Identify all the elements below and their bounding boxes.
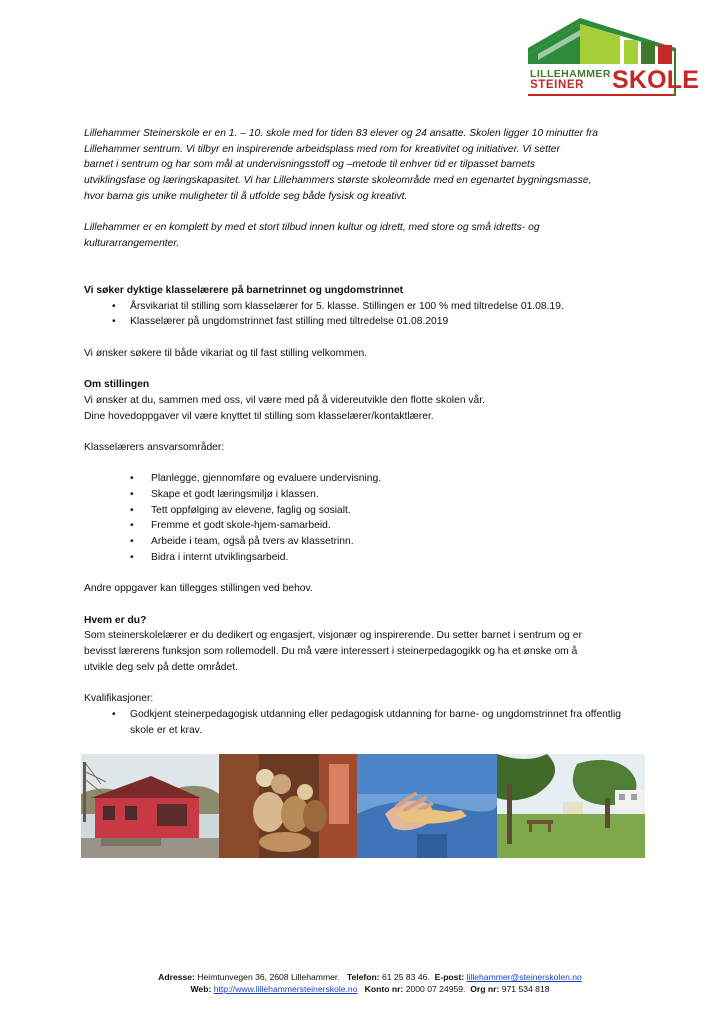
list-item: • Skape et godt læringsmiljø i klassen.	[130, 487, 640, 503]
position-heading: Om stillingen	[84, 379, 150, 391]
list-item: • Arbeide i team, også på tvers av klassetrinn.	[130, 534, 640, 550]
text-line: bevisst lærerens funksjon som rollemodell. Du må være interessert i steinerpedagogikk og ha et ønske om å	[84, 646, 578, 658]
website-link[interactable]: http://www.lillehammersteinerskole.no	[213, 984, 358, 994]
list-item: • Planlegge, gjennomføre og evaluere undervisning.	[130, 471, 640, 487]
footer-line-1	[80, 971, 660, 983]
qualifications-list	[84, 707, 640, 738]
list-item: • Bidra i internt utviklingsarbeid.	[130, 550, 640, 566]
school-building-photo	[81, 754, 219, 858]
photo-strip	[81, 754, 645, 858]
responsibilities-list	[84, 471, 640, 565]
text-line: Som steinerskolelærer er du dedikert og engasjert, visjonær og inspirerende. Du setter barnet i sentrum og er	[84, 630, 582, 642]
document-body	[84, 126, 640, 738]
email-link[interactable]: lillehammer@steinerskolen.no	[466, 972, 582, 982]
text-line: Lillehammer Steinerskole er en 1. – 10. skole med for tiden 83 elever og 24 ansatte. Skolen ligger 10 minutter fra	[84, 128, 598, 139]
phone-value: 61 25 83 46.	[379, 972, 430, 982]
account-label: Konto nr:	[364, 984, 404, 994]
qualifications-label: Kvalifikasjoner:	[84, 693, 154, 705]
wooden-toys-photo	[219, 754, 357, 858]
position-text-1: Vi ønsker at du, sammen med oss, vil være med på å videreutvikle den flotte skolen vår.	[84, 394, 486, 406]
text-line: utviklingsfase og læringskapasitet. Vi har Lillehammers største skoleområde med en egenartet bygningsmasse,	[84, 175, 592, 187]
address-label: Adresse:	[158, 972, 195, 982]
address-value: Heimtunvegen 36, 2608 Lillehammer.	[194, 972, 340, 982]
phone-label: Telefon:	[346, 972, 380, 982]
list-item: • Fremme et godt skole-hjem-samarbeid.	[130, 518, 640, 534]
text-line: Lillehammer sentrum. Vi tilbyr en inspirerende arbeidsplass med rom for kreativitet og initiativer. Vi setter	[84, 143, 560, 155]
text-line: hvor barna gis unike muligheter til å utfolde seg både fysisk og kreativt.	[84, 190, 408, 202]
logo-text-steiner: STEINER	[530, 79, 585, 91]
position-list	[84, 299, 640, 330]
text-line: barnet i sentrum og har som mål at undervisningsstoff og –metode til enhver tid er tilpasset barnets	[84, 159, 536, 171]
list-item: • Godkjent steinerpedagogisk utdanning eller pedagogisk utdanning for barne- og ungdomstrinnet fra offentlig skole er et krav.	[112, 707, 640, 738]
account-value: 2000 07 24959.	[403, 984, 466, 994]
list-item: • Årsvikariat til stilling som klasselærer for 5. klasse. Stillingen er 100 % med tiltredelse 01.08.19.	[112, 299, 640, 315]
footer-line-2	[80, 983, 660, 995]
list-item: • Tett oppfølging av elevene, faglig og sosialt.	[130, 503, 640, 519]
other-tasks-text: Andre oppgaver kan tillegges stillingen ved behov.	[84, 583, 313, 595]
search-heading: Vi søker dyktige klasselærere på barnetrinnet og ungdomstrinnet	[84, 284, 404, 296]
footer	[80, 971, 660, 995]
org-value: 971 534 818	[499, 984, 550, 994]
responsibilities-label: Klasselærers ansvarsområder:	[84, 441, 225, 453]
email-label: E-post:	[434, 972, 465, 982]
city-paragraph	[84, 220, 640, 251]
web-label: Web:	[190, 984, 212, 994]
position-text-2: Dine hovedoppgaver vil være knyttet til stilling som klasselærer/kontaktlærer.	[84, 410, 434, 422]
text-line: utvikle deg selv på dette området.	[84, 661, 238, 673]
who-heading: Hvem er du?	[84, 614, 147, 626]
text-line: kulturarrangementer.	[84, 237, 180, 249]
list-item: • Klasselærer på ungdomstrinnet fast stilling med tiltredelse 01.08.2019	[112, 314, 640, 330]
logo-text-lillehammer: LILLEHAMMER	[530, 68, 611, 80]
intro-paragraph	[84, 126, 640, 205]
org-label: Org nr:	[470, 984, 500, 994]
school-logo	[520, 14, 700, 96]
logo-text-skole: SKOLE	[612, 66, 700, 94]
schoolyard-photo	[497, 754, 645, 858]
welcome-text: Vi ønsker søkere til både vikariat og til fast stilling velkommen.	[84, 347, 368, 359]
text-line: Lillehammer er en komplett by med et stort tilbud innen kultur og idrett, med store og små idretts- og	[84, 222, 540, 234]
hand-wooden-figure-photo	[357, 754, 497, 858]
